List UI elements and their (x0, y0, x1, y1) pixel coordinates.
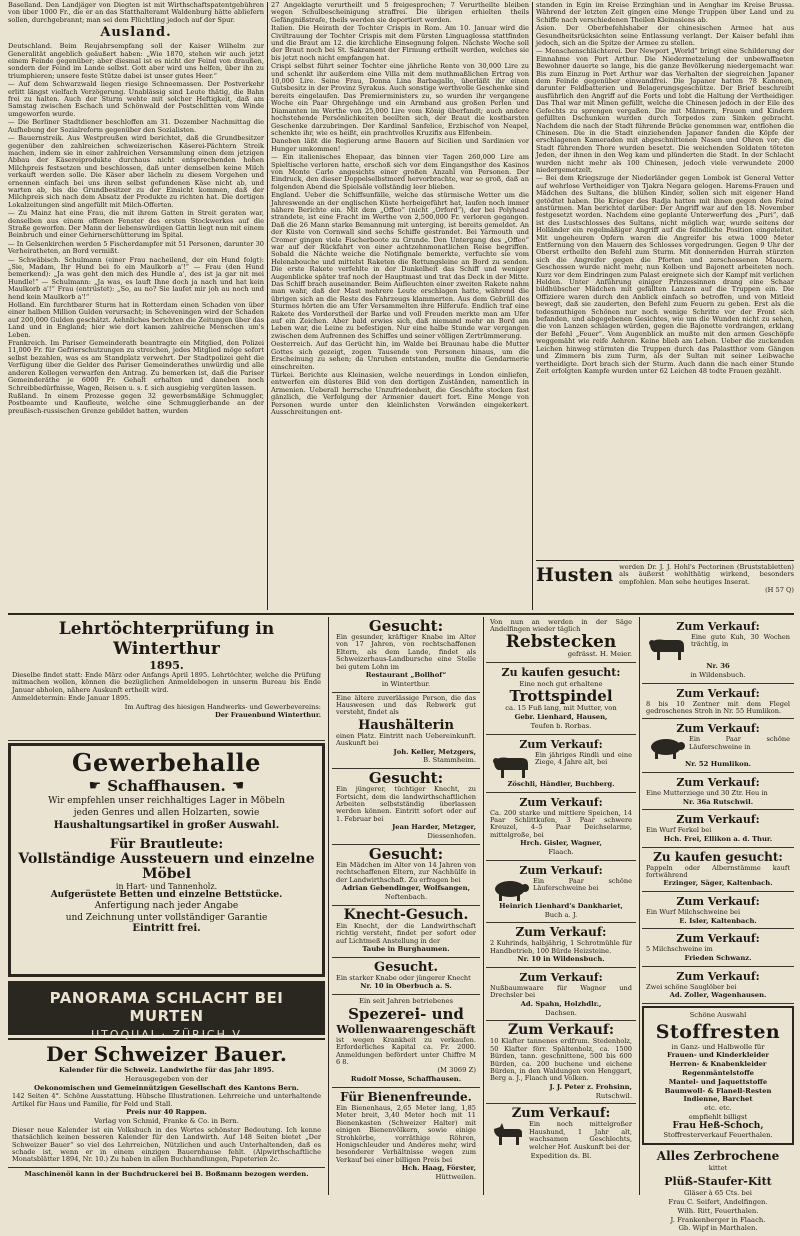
bauer-publisher: Verlag von Schmid, Franke & Co. in Bern. (94, 1117, 239, 1125)
news-paragraph: — Schwäbisch. Schulmann (einer Frau nacheilend, der ein Hund folgt): „Sie, Madam, Ihr Hund bei fo ein Maulkorb a'!“ — Frau (den Hund bemerkend): „Ja was geht den mich des Hundle a', des ist ja gar nit mei Hundle!“ — Schulmann: „Ja was, es lauft Ihne doch ja nach und hat kein Maulkorb a'!“ Frau (entrüstet): „So, au no? Sie laufet mir joh au noch und hend kein Maulkorb a'!“ (8, 255, 264, 301)
stoffresten-item: Indienne, Barchet (683, 1095, 753, 1104)
stoffresten-item: Mantel- und Jaquettstoffe (668, 1077, 768, 1086)
cow-icon (490, 752, 532, 780)
ad-name: Nr. 52 Humlikon. (685, 760, 751, 769)
news-paragraph: Daneben läßt die Regierung arme Bauern auf Sicilien und Sardinien vor Hunger umkommen! (271, 137, 529, 153)
news-paragraph: Frankreich. Im Pariser Gemeinderath beantragte ein Mitglied, den Polizei 11,000 Fr. für Gefrierschutzungen zu streichen, jedes Mitglied möge sofort selbst bezahlen, was es am Standplatz verwehrt. Der Stadtpolizei geht die Verfügung über die Gelder des Pariser Gemeinderathes unwürdig und alle anderen Kollegen verwarfen den Antrag. Zu bemerken ist, daß die Pariser Gemeinderäthe je 6000 Fr. Gehalt erhalten und daneben noch Schreibbedürfnisse, Wagen, Reisen u. s. f. sich ausgiebig vergüten lassen. (8, 339, 264, 392)
ad-name: Hch. Frei, Ellikon a. d. Thur. (663, 834, 773, 843)
husten-code: (H 57 Q) (765, 586, 794, 595)
top-column-1 (8, 2, 264, 612)
news-paragraph: Asien. Der Oberbefehlshaber der chinesischen Armee hat aus Gesundheitsrücksichten seine Entlassung verlangt. Der Kaiser befahl ihm jedoch, sich an die Spitze der Armee zu stellen. (536, 24, 794, 48)
ad-name: J. J. Peter z. Frohsinn, (549, 1082, 632, 1091)
ad-head: Ein seit Jahren betriebenes (358, 996, 454, 1005)
lehrtoechter-ad (8, 617, 325, 741)
news-paragraph: — Zu Mainz hat eine Frau, die mit ihrem Gatten in Streit geraten war, denselben aus einem offenen Fenster des ersten Stockwerkes auf die Straße geworfen. Der Mann der liebenswürdigen Gattin liegt nun mit einem Beinbruch und einer Gehirnerschütterung im Spital. (8, 209, 264, 240)
gewerbehalle-city: Schaffhausen. (107, 777, 226, 795)
ad-name: E. Isler, Kaltenbach. (679, 916, 757, 925)
cow-icon (646, 634, 688, 662)
schweizer-bauer-ad (8, 1038, 325, 1168)
holz-ad (486, 1021, 636, 1104)
ad-title: Für Bienenfreunde. (340, 1089, 472, 1104)
ad-title: Zum Verkauf: (511, 1106, 611, 1122)
ad-text: ist wegen Krankheit zu verkaufen. Erforderliches Kapital ca. Fr. 2000. Anmeldungen befördert unter Chiffre M 6 8. (336, 1035, 476, 1066)
ad-text: 5 Milchschweine im (646, 945, 713, 954)
news-paragraph: standen in Egin im Kreise Erzinghian und in Aenghar im Kreise Brussa. Während der letzten Zeit gingen eine Menge Truppen über Land und zu Schiffe nach verschiedenen Theilen Kleinasiens ab. (536, 1, 794, 24)
nussbaum-ad (486, 968, 636, 1021)
ad-text: in Ganz- und Halbwolle für (671, 1042, 765, 1051)
schweine-ad (642, 719, 794, 773)
ad-text: gefrässt. H. Meier. (567, 649, 632, 658)
ad-title: Rebstecken (505, 631, 617, 652)
ad-text: Eine ältere zuverlässige Person, die das Hauswesen und das Rebwerk gut versteht, findet als (336, 693, 476, 717)
news-paragraph: — In Gelsenkirchen werden 5 Fischerdampfer mit 51 Personen, darunter 30 Verheiratheten, an Bord vermißt. (8, 239, 264, 256)
lehrtoechter-sign: Im Auftrag des hiesigen Handwerks- und Gewerbevereins: (124, 702, 321, 711)
ad-name: Hch. Haag, Förster, (401, 1164, 476, 1173)
ad-name: Hrch. Gisler, Wagner, (520, 839, 602, 848)
seller-item: Frau C. Seifert, Andelfingen. (668, 1197, 768, 1206)
news-paragraph: — Auf dem Schwarzwald liegen riesige Schneemassen. Der Postverkehr erlitt längst vielfach Verzögerung. Unablässig sind Leute thätig, die Bahn frei zu halten. Auch der Sturm wehte mit solcher Heftigkeit, daß am Samstag zwischen Eschach und Schönwald der Postschlitten vom Winde umgeworfen wurde. (8, 80, 264, 118)
seller-item: Gb. Wipf in Marthalen. (678, 1224, 758, 1233)
ad-title: Zum Verkauf: (515, 925, 607, 940)
pointing-hand-icon: ☛ (88, 778, 102, 794)
ad-title: Spezerei- und (348, 1004, 464, 1023)
ad-text: Von nun an werden in der Säge Andelfingen wieder täglich (490, 618, 632, 634)
ad-title: Zum Verkauf: (507, 1022, 615, 1039)
news-paragraph: Crispi selbst führt seiner Tochter eine jährliche Rente von 30,000 Lire zu und schenkt ihr außerdem eine Villa mit dem muthmaßlichen Ertrag von 10,000 Lire. Seine Frau, Donna Lina Barbagallo, überläßt ihr einen Gutsbesitz in der Provinz Syrakus. Auch sonstige werthvolle Geschenke sind bereits eingelaufen. Das Premierministers zu, so wurden ihr vergangene Woche ein Paar Ohrgehänge und ein Armband aus großen Perlen und Diamanten im Werthe von 25,000 Lire vom König überfandt; auch andere hochstehende Persönlichkeiten beeilten sich, der Braut die kostbarsten Geschenke darzubringen. Der Kardinal Sanfelice, Erzbischof von Neapel, schenkte ihr, wie es heißt, ein prachtvolles Kruzifix aus Elfenbein. (271, 62, 529, 137)
ad-title: Gesucht: (368, 617, 444, 635)
ad-name: Nr. 36a Rutschwil. (682, 797, 754, 806)
speichen-ad (486, 793, 636, 861)
bienenfreunde-ad (332, 1088, 480, 1185)
pappeln-ad (642, 848, 794, 893)
gewerbehalle-line: Wir empfehlen unser reichhaltiges Lager in Möbeln (48, 796, 285, 806)
stoffresten-item: Herren- & Knabenkleider (669, 1060, 767, 1069)
ad-title: Wollenwaarengeschäft (336, 1022, 476, 1036)
rindli-ad (486, 735, 636, 793)
ferkel-ad (642, 810, 794, 847)
gewerbehalle-made: Anfertigung nach jeder Angabe (94, 900, 239, 911)
ad-text: Eine gute Kuh, 30 Wochen trächtig, in (691, 633, 790, 649)
ad-name: Gebr. Lienhard, Hausen, (514, 713, 608, 722)
ad-title: Zum Verkauf: (676, 686, 760, 700)
panorama-location: UTOQUAI · ZÜRICH V (91, 1028, 242, 1041)
lehrtoechter-date: Anmeldetermin: Ende Januar 1895. (12, 694, 131, 703)
ad-title: Zum Verkauf: (676, 776, 760, 790)
ad-name: Frau Heß-Schoch, (672, 1120, 764, 1131)
ad-text: 2 Kuhrinds, halbjährig, 1 Schrotmühle für Handbetrieb, 100 Bürde Heizsteine. (490, 939, 632, 955)
ad-name: Nr. 10 in Oberbuch a. S. (360, 982, 452, 991)
kuh-ad (642, 617, 794, 684)
ad-title: Alles Zerbrochene (656, 1149, 780, 1164)
column-divider (328, 617, 329, 1195)
panorama-ad (8, 981, 325, 1041)
ad-text: ca. 15 Fuß lang, mit Mutter, von (505, 704, 617, 713)
top-column-3 (536, 2, 794, 612)
ad-place: Taube in Burghaumen. (362, 944, 450, 953)
ad-city: Dachsen. (545, 1008, 577, 1017)
gesucht-knecht-ad (332, 769, 480, 845)
ad-text: Ein Bienenhaus, 2,65 Meter lang, 1,85 Meter breit, 3,40 Meter hoch mit 11 Bienenkasten (Schweizer Halter) mit einigen Bienenvölkern, sowie einige Strohkörbe, vorräthige Röhren, Honigschleuder und Anderes mehr, wird besonderer Verhältnisse wegen zum Verkauf bei einer billigen Preis bei (336, 1103, 476, 1164)
news-paragraph: Holland. Ein furchtbarer Sturm hat in Rotterdam einen Schaden von über einer halben Million Gulden verursacht; in Scheveningen wird der Schaden auf 200,000 Gulden geschätzt. Aehnliches berichten die Zeitungen über das Land und in England; hier wie dort kamen zahlreiche Menschen um's Leben. (8, 301, 264, 339)
news-paragraph: Italien. Die Heirath der Tochter Crispis in Rom. Am 10. Januar wird die Civiltrauung der Tochter Crispis mit dem Fürsten Linguaglossa stattfinden und die Braut am 12. die kirchliche Einsegnung folgen. Nächste Woche soll der Braut noch bei St. Sakrament der Firmung ertheilt werden, welches sie bis jetzt noch nicht empfangen hat. (271, 24, 529, 62)
ad-city: Diessenhofen. (427, 832, 476, 841)
ad-text: Ein Mädchen im Alter von 14 Jahren von rechtschaffenen Eltern, zur Nachhülfe in der Landwirthschaft. Zu erfragen bei (336, 860, 476, 884)
stoffresten-item: etc. etc. (704, 1104, 732, 1113)
ad-text: einen Platz. Eintritt nach Uebereinkunft. Auskunft bei (336, 731, 476, 748)
ad-name: Nr. 10 in Wildensbuch. (517, 955, 605, 964)
ad-text: 10 Klafter tannenes erdfrum. Stedenholz, 50 Klafter förr. Spältenholz, ca. 1500 Bürden, tann. geschnittene, 500 bis 600 Bürden, ca. 200 buchene und eichene Bürden, in den Waldungen von Henggart, Berg a. J., Flaach und Volken. (490, 1037, 632, 1083)
ad-text: Ein Wurf Ferkel bei (646, 826, 712, 835)
ad-title: Zum Verkauf: (676, 813, 760, 827)
ad-name: Adrian Gebendinger, Wolfsangen, (342, 884, 470, 893)
ad-text: Ein Wurf Milchschweine bei (646, 908, 741, 917)
news-paragraph: 27 Angeklagte verurtheilt und 5 freigesprochen; 7 Verurtheilte bleiben wegen Schulbescheinigung straffrei. Die übrigen erhielten theils Gefängnißstrafe, theils werden sie deportiert werden. (271, 1, 529, 24)
milchschweine2-ad (642, 929, 794, 966)
rebstecken-ad (486, 617, 636, 663)
gewerbehalle-entry: Eintritt frei. (132, 922, 201, 934)
bottom-right-column (642, 617, 794, 1233)
bauer-org: Oekonomischen und Gemeinnützigen Gesellschaft des Kantons Bern. (34, 1083, 299, 1092)
ad-text: Eine Mutterziege und 30 Ztr. Heu in (646, 789, 768, 798)
ad-city: Stoffresterverkauf Feuerthalen. (663, 1130, 773, 1139)
gewerbehalle-title: Gewerbehalle (72, 748, 261, 777)
husten-ad (536, 560, 794, 610)
ad-text: Ca. 200 starke und mittlere Speichen, 14 Paar Schlittkufen, 3 Paar schwere Kreuzel, 4–5 Paar Deichselarme, mittelgroße, bei (490, 808, 632, 839)
haushaelterin-ad (332, 693, 480, 770)
seller-item: Wilh. Ritt, Feuerthalen. (677, 1206, 759, 1215)
ad-city: Rutschwil. (595, 1091, 632, 1100)
lehrtoechter-text: Dieselbe findet statt: Ende März oder Anfangs April 1895. Lehrtöchter, welche die Prüfung mitmachen wollen, können die bezüglichen Anmeldebogen in unserm Bureau bis Ende Januar abholen, nähere Auskunft ertheilt wird. (12, 671, 321, 694)
ad-title: Gesucht. (373, 959, 439, 975)
news-paragraph: — Bei dem Kriegszuge der Niederländer gegen Lombok ist General Vetter auf wehrlose Vertheidiger von Tjakra Negara gelogen. Harems-Frauen und Mädchen des Sultans, die blühen Kinder, sollen sich mit eigener Hand getödtet haben. Die Krieger des Radja hatten mit ihnen gegen den Feind anstürmen. Man berichtet darüber: Der Angriff war auf den 18. November festgesetzt worden. Nachdem eine geplante Unterwerfung des „Puri“, daß ist des Lustschlosses des Sultans, nicht möglich war, wurde seitens der Holländer ein regelmäßiger Angriff auf die feindliche Position eingeleitet. Mit ungeheuren Opfern waren die Angreifer bis etwa 1000 Meter Entfernung von den Mauern des Schlosses vorgedrungen. Gegen 9 Uhr der Oberst ertheilte den Befehl zum Sturm. Mit donnernden Hurrah stürzten sich die Angreifer gegen die Pforten und zerschossenen Mauern. Geschossen wurde nicht mehr, nun Kolben und Bajonett arbeiteten noch. Kurz vor dem Eindringen zum Palast ereignete sich der Kampf mit verlichen Helden. Unter Anführung einiger Prinzessinnen drang eine Schaar bildhübscher Mädchen mit gefällten Lanzen auf die Truppen ein. Die Offiziere waren durch den Anblick einfach so betroffen, und von Mitleid bewegt, daß sie zauderten, den Befehl zum Feuern zu geben. Erst als die todesmuthigen Schönen nur noch wenige Schritte vor der Front sich befanden, und abgegebenen Gesichtes, wie um die Wunden nicht zu sehen, die von Lanzen schlagen würden, gegen die Bajonette vordrangen, erklang der Befehl „Feuer“. Vom Augenblick an mußte mit den armen Geschöpfe weggemäht wie reife Aehren. Keine blieb am Leben. Ueber die zuckenden Leichen hinweg stürmten die Truppen durch das Palastthor vom Gängen und Zimmern bis zum Turm, als der Sultan mit seiner Leibwache vertheidigte. Dort brach sich der Sturm. Auch dann die nach einer Stunde Zeit erfolgten Kampfe wurden unter 62 Leichen 48 todte Frauen gezählt. (536, 174, 794, 375)
ad-name: Ad. Spahn, Holzhdlr., (520, 999, 602, 1008)
ad-city: Hüttweilen. (435, 1172, 476, 1181)
ad-city: Teufen b. Rorbas. (530, 722, 592, 730)
stoffresten-ad (642, 1006, 794, 1146)
news-paragraph: — Menschenschlächterei. Der Newport „World“ bringt eine Schilderung der Einnahme von Port Arthur. Die Niedermetzelung der unbewaffneten Bewohner dauerte so lange, bis die ganze Bevölkerung niedergemacht war. Bis zum Einzug in Port Arthur war das Verhalten der siegreichen Japaner dem Feinde gegenüber einwandfrei. Die Japaner hatten 78 Kanonen, darunter Feldbatterien und Belagerungsgeschütze. Der Brief beschreibt ausführlich den Angriff auf die Forts und lobt die Haltung der Vertheidiger. Das Thal war mit Minen gefüllt, welche die Chinesen jedoch in der Eile des Gefechts zu sprengen vergaßen. Die mit Männern, Frauen und Kindern gefüllten Dschunken wurden durch Torpedos zum Sinken gebracht. Nachdem die nach der Stadt führende Brücke genommen war, entflohen die Chinesen. Die in die Stadt einziehenden Japaner fanden die Köpfe der erschlagenen Kameraden mit abgeschnittenen Nasen und Ohren vor; die Stadt führenden Thore wurden besetzt. Die weichenden Soldaten töteten Jeden, der ihnen in den Weg kam und plünderten die Stadt. In der Schlacht wurden nicht mehr als 100 Chinesen, jedoch viele verwundete 2000 niedergemetzelt. (536, 47, 794, 174)
seller-item: J. Frankenberger in Flaach. (670, 1215, 766, 1224)
panorama-title: PANORAMA SCHLACHT BEI MURTEN (49, 989, 284, 1025)
ad-head: Schöne Auswahl (689, 1010, 747, 1019)
ad-name: Rudolf Mosse, Schaffhausen. (350, 1075, 462, 1084)
stoffresten-title: Stoffresten (655, 1020, 781, 1043)
bauer-price: Preis nur 40 Rappen. (126, 1108, 207, 1117)
zerbrochene-ad (642, 1147, 794, 1236)
news-paragraph: Türkei. Berichte aus Kleinasien, welche neuerdings in London einliefen, entwerfen ein düsteres Bild von den dortigen Zuständen, namentlich in Armenien. Ueberall herrsche Unzufriedenheit, die Geschäfte stocken fast gänzlich, die Verfolgung der Armenier dauert fort. Eine Menge von Personen wurde unter den kleinlichsten Vorwänden eingekerkert. Ausschreitungen ent- (271, 370, 529, 416)
column-divider (267, 2, 268, 610)
ad-title: Zum Verkauf: (519, 971, 603, 985)
ad-title: Zum Verkauf: (676, 969, 760, 983)
bauer-title: Der Schweizer Bauer. (46, 1042, 287, 1066)
gewerbehalle-beds: Aufgerüstete Betten und einzelne Bettstücke. (50, 889, 283, 900)
ad-text: Eine noch gut erhaltene (519, 679, 603, 688)
ad-name: Erzinger, Säger, Kaltenbach. (663, 879, 773, 888)
ad-title: Zum Verkauf: (519, 795, 603, 809)
ad-name: Zöschli, Händler, Buchberg. (507, 779, 615, 788)
ad-title: Zum Verkauf: (519, 737, 603, 751)
ad-title: Zu kaufen gesucht: (501, 665, 621, 679)
ad-text: Ein gesunder, kräftiger Knabe im Alter von 17 Jahren, von rechtschaffenen Eltern, als dem Lande, findet als Schweizerhaus-Landbursche eine Stelle bei gutem Lohn im (336, 633, 476, 671)
ad-title: Haushälterin (358, 717, 454, 733)
ad-title: Zum Verkauf: (676, 932, 760, 946)
ad-text: Ein Paar schöne Läuferschweine bei (533, 876, 632, 893)
ad-name: Joh. Keller, Metzgers, (393, 747, 476, 756)
news-paragraph: England. Ueber die Schiffsunfälle, welche das stürmische Wetter um die Jahreswende an der englischen Küste herbeigeführt hat, laufen noch immer nähere Berichte ein. Mit dem „Offeo“ (nicht „Orford“), der bei Polyhead strandete, ist eine Fracht im Werthe von 2,500,000 Fr. verloren gegangen. Daß die 26 Mann starke Bemannung mit unterging, ist bereits gemeldet. An der Küste von Cornwall sind sechs Schiffe gestrandet. Bei Yarmouth und Cromer gingen viele Fischerboote zu Grunde. Den Untergang des „Offeo“ war auf der Rückfahrt von einer achtzehnmonatlichen Reise begriffen. Sobald die Nächte weiche die Notifignale bemerkte, verfuchte sie vom Helenabouche und mittelst Raketen die Rettungsleine an Bord zu senden. Die erste Rakete verfehlte in der Dunkelheit das Schiff und weniger Augenblicke später traf noch der Hauptmast und trat das Deck in der Mitte. Das Schiff brach auseinander. Beim Aufleuchten einer zweiten Rakete nahm man wahr, daß der Mast mehrere Leute erschlagen hatte, während die übrigen sich an die Reste des Fahrzeugs klammerten. Aus dem Gebrüll des Sturmes hörten die am Ufer Versammelten ihre Hilferufe. Endlich traf eine Rakete des Vorderstheil der Barke und voll Freuden merkte man am Ufer auf ein Zeichen. Aber bald erwies sich, daß niemand mehr an Bord am Leben war, die Leine zu befestigen. Nur eine halbe Stunde war vergangen zwischen dem Aufrennen des Schiffes und seiner völligen Zertrümmerung. (271, 191, 529, 340)
gewerbehalle-sub: Für Brautleute: (109, 837, 224, 852)
ad-text: Ein noch mittelgroßer Haushund, 1 Jahr alt, wachsamen Geschlechts, welcher Hof. Auskunft bei der (529, 1120, 632, 1151)
news-paragraph: — Ein italienisches Ehepaar, das binnen vier Tagen 260,000 Lire am Spieltische verloren hatte, erschoß sich vor dem Eingangsthor des Kasinos von Monte Carlo angesichts einer großen Anzahl von Personen. Der Eindruck, den dieser Doppelselbstmord hervorbrachte, war so groß, daß an folgenden Abend die Spielsäle vollständig leer blieben. (271, 153, 529, 191)
ad-text: Zwei schöne Sauglöber bei (646, 982, 737, 991)
news-paragraph: Rußland. In einem Prozesse gegen 32 gewerbsmäßige Schmuggler, Postbeamte und Kaufleute, welche eine Schmugglerbande an der preußisch-russischen Grenze gebildet hatten, wurden (8, 391, 264, 415)
sauglaeber-ad (642, 967, 794, 1004)
ad-text: 8 bis 10 Zentner mit dem Flegel gedroschenes Stroh in Nr. 55 Humlikon. (646, 699, 790, 715)
pig-icon (646, 736, 686, 760)
bottom-mid2-column (486, 617, 636, 1195)
bauer-text: 142 Seiten 4°. Schöne Ausstattung. Hübsche Illustrationen. Lehrreiche und unterhaltende Artikel für Haus und Familie, für Feld und Stall. (12, 1092, 321, 1108)
gesucht-knabe-ad (332, 958, 480, 995)
milchschweine-ad (642, 892, 794, 929)
ad-title: Zum Verkauf: (519, 863, 603, 877)
gewerbehalle-big: Vollständige Aussteuern und einzelne Möbel (18, 851, 315, 882)
section-heading-ausland: Ausland. (100, 25, 172, 41)
stroh-ad (642, 684, 794, 720)
ad-text: kittet (708, 1164, 728, 1173)
ad-title: Knecht-Gesuch. (343, 906, 469, 923)
ad-name: Frieden Schwanz. (684, 953, 752, 962)
ad-title: Zum Verkauf: (676, 722, 760, 736)
haushund-ad (486, 1104, 636, 1163)
bottom-mid-column (332, 617, 480, 1195)
ad-title: Zum Verkauf: (676, 895, 760, 909)
stoffresten-item: Frauen- und Kinderkleider (666, 1051, 770, 1060)
lehrtoechter-title: Lehrtöchterprüfung in Winterthur (58, 619, 275, 659)
ad-title: Trottspindel (509, 687, 613, 706)
lehrtoechter-org: Der Frauenbund Winterthur. (215, 711, 321, 720)
ad-text: Ein starker Knabe oder jüngerer Knecht (336, 973, 471, 982)
husten-title: Husten (536, 564, 614, 586)
lehrtoechter-year: 1895. (149, 659, 184, 672)
ad-text: Gläser à 65 Cts. bei (684, 1189, 752, 1198)
husten-text: werden Dr. J. J. Hohl's Pectorinen (Bruststabletten) als äußerst wohlthätig wirkend, besonders empfohlen. Man sehe heutiges Inserat. (619, 563, 794, 586)
top-column-2 (271, 2, 529, 612)
ad-city: Flaach. (548, 848, 574, 857)
gewerbehalle-ad (8, 743, 325, 977)
ad-city: Expedition ds. Bl. (530, 1152, 592, 1161)
ad-city: in Wildensbuch. (690, 670, 746, 679)
news-paragraph: Oesterreich. Auf das Gerücht hin, im Walde bei Braunau habe die Mutter Gottes sich gezeigt, zogen Tausende von Personen hinaus, um die Erscheinung zu sehen; da Unruhen entstanden, mußte die Gendarmerie einschreiten. (271, 340, 529, 371)
column-divider (483, 617, 484, 1195)
kuhrinds-ad (486, 923, 636, 968)
ad-city: in Winterthur. (381, 679, 431, 688)
news-paragraph: — Die Berliner Stadtdiener beschloffen am 31. Dezember Nachmittag die Aufhebung der Sozialreform gegenüber den Sozialisten. (8, 118, 264, 134)
stoffresten-list (647, 1052, 789, 1113)
ad-text: Pappeln oder Albernstämme kauft fortwährend (646, 863, 790, 880)
ad-name: Ad. Zoller, Wagenhausen. (669, 991, 767, 1000)
stoffresten-item: Regenmäntelstoffe (682, 1069, 754, 1078)
ad-name: Jean Harder, Metzger, (392, 823, 476, 832)
ad-city: B. Stammheim. (423, 756, 476, 765)
laeuferschweine-ad (486, 861, 636, 924)
ad-place: Restaurant „Bollhof“ (365, 671, 447, 680)
gewerbehalle-made: und Zeichnung unter vollständiger Garantie (65, 912, 268, 923)
pig-icon (490, 878, 530, 902)
bauer-subtitle: Kalender für die Schweiz. Landwirthe für das Jahr 1895. (59, 1066, 274, 1074)
spezerei-ad (332, 995, 480, 1088)
trottspindel-ad (486, 663, 636, 735)
pointing-hand-icon: ☚ (231, 778, 245, 794)
bauer-by: Herausgegeben von der (125, 1074, 208, 1083)
ad-title: Zu kaufen gesucht: (653, 849, 783, 864)
mutterziege-ad (642, 773, 794, 810)
bauer-review: Dieser neue Kalender ist ein Volksbuch in des Wortes schönster Bedeutung. Ich kenne thatsächlich keinen besseren Kalender für den Landwirth. Auf 148 Seiten bietet „Der Schweizer Bauer“ so viel des Lehrreichen, Nützlichen und auch Unterhaltenden, daß es schade ist, wenn er in einem einzigen Bauernhause fehlt. (Alpwirthschaftliche Monatsblätter 1894, Nr. 10.) Zu haben in allen Buchhandlungen, Papeterien 2c. (12, 1125, 321, 1164)
ad-title: Zum Verkauf: (676, 620, 760, 633)
ad-code: (M 3069 Z) (437, 1066, 476, 1075)
news-paragraph: Deutschland. Beim Reujahrsempfang soll der Kaiser Wilhelm zur Generalität angeblich geäußert haben: „Wie 1870, stehen wir auch jetzt einem Feinde gegenüber; aber diesmal ist es nicht der Feind von draußen, sondern der Feind im Lande selbst. Gott aber wird uns helfen, über ihn zu triumphieren; unsere feste Stütze dabei ist unser gutes Heer.“ (8, 42, 264, 80)
ad-title: Gesucht: (368, 844, 444, 863)
dog-icon (490, 1121, 526, 1147)
ad-city: Neftenbach. (384, 892, 428, 901)
news-intro: Baselland. Den Landjäger von Diegten ist mit Wirthschaftspatentgebühren von über 1000 Fr., die er an das Statthalteramt Waldenburg hätte abliefern sollen, durchgebrannt; man sei dem Flüchtling jedoch auf der Spur. (8, 1, 264, 24)
gesucht-maedchen-ad (332, 845, 480, 906)
ad-city: Buch a. J. (544, 910, 578, 919)
ad-title: Plüß-Staufer-Kitt (664, 1175, 772, 1189)
section-divider (8, 613, 794, 615)
gesucht-ad (332, 617, 480, 693)
column-divider (532, 2, 533, 610)
ad-name: Heinrich Lienhard's Dankhariet, (499, 901, 623, 910)
gewerbehalle-wood: in Hart- und Tannenholz. (115, 882, 218, 891)
ad-text: Ein Paar schöne Läuferschweine in (689, 735, 790, 751)
ad-text: Nußbaumwaare für Wagner und Drechsler bei (490, 984, 632, 1000)
footer-note: Maschinenöl kann in der Buchdruckerei bei B. Boßmann bezogen werden. (24, 1170, 309, 1178)
ad-title: Gesucht: (368, 769, 444, 788)
knecht-gesuch-ad (332, 906, 480, 958)
ad-text: Ein jähriges Rindli und eine Ziege, 4 Jahre alt, bei (535, 750, 632, 767)
bottom-left-column (8, 617, 325, 1195)
gewerbehalle-line: Haushaltungsartikel in großer Auswahl. (53, 820, 280, 831)
ad-text: empfiehlt billigst (688, 1113, 748, 1121)
news-paragraph: — Bauernstreik. Aus Westpreußen wird berichtet, daß die Grundbesitzer gegenüber den zahlreichen schweizerischen Käserei-Pächtern Streik machen, indem sie in einer zahlreichen Versammlung einen dem jetzigen Abbau der Käsereiprodukte durchaus nicht entsprechenden hohen Milchpreis festsetzen und beschlossen, daß unter demselben keine Milch verkauft werden solle. Die Käser aber lächeln zu diesem Vorgehen und ernennen einfach bei uns ihren selbst gefundenen Käse nicht ab, und warten ab, bis die Grundbesitzer zu der Einsicht kommen, daß der Milchpreis sich nach dem Absatz der Produkte zu richten hat. Die dortigen Lokalzeitungen sind angefüllt mit Milch-Offerten. (8, 134, 264, 209)
ad-name: Nr. 36 (706, 662, 730, 670)
gewerbehalle-line: jeden Genres und allen Holzarten, sowie (73, 808, 260, 818)
stoffresten-item: Baumwoll- & Flanell-Resten (664, 1086, 772, 1095)
column-divider (639, 617, 640, 1195)
ad-text: Ein jüngerer, tüchtiger Knecht, zu Fortsicht, dem die landwirthschaftlichen Arbeiten selbstständig überlassen werden können. Eintritt sofort oder auf 1. Februar bei (336, 785, 476, 823)
ad-text: Ein Knecht, der die Landwirthschaft richtig versteht, findet per sofort oder auf Lichtmeß Anstellung in der (336, 921, 476, 945)
